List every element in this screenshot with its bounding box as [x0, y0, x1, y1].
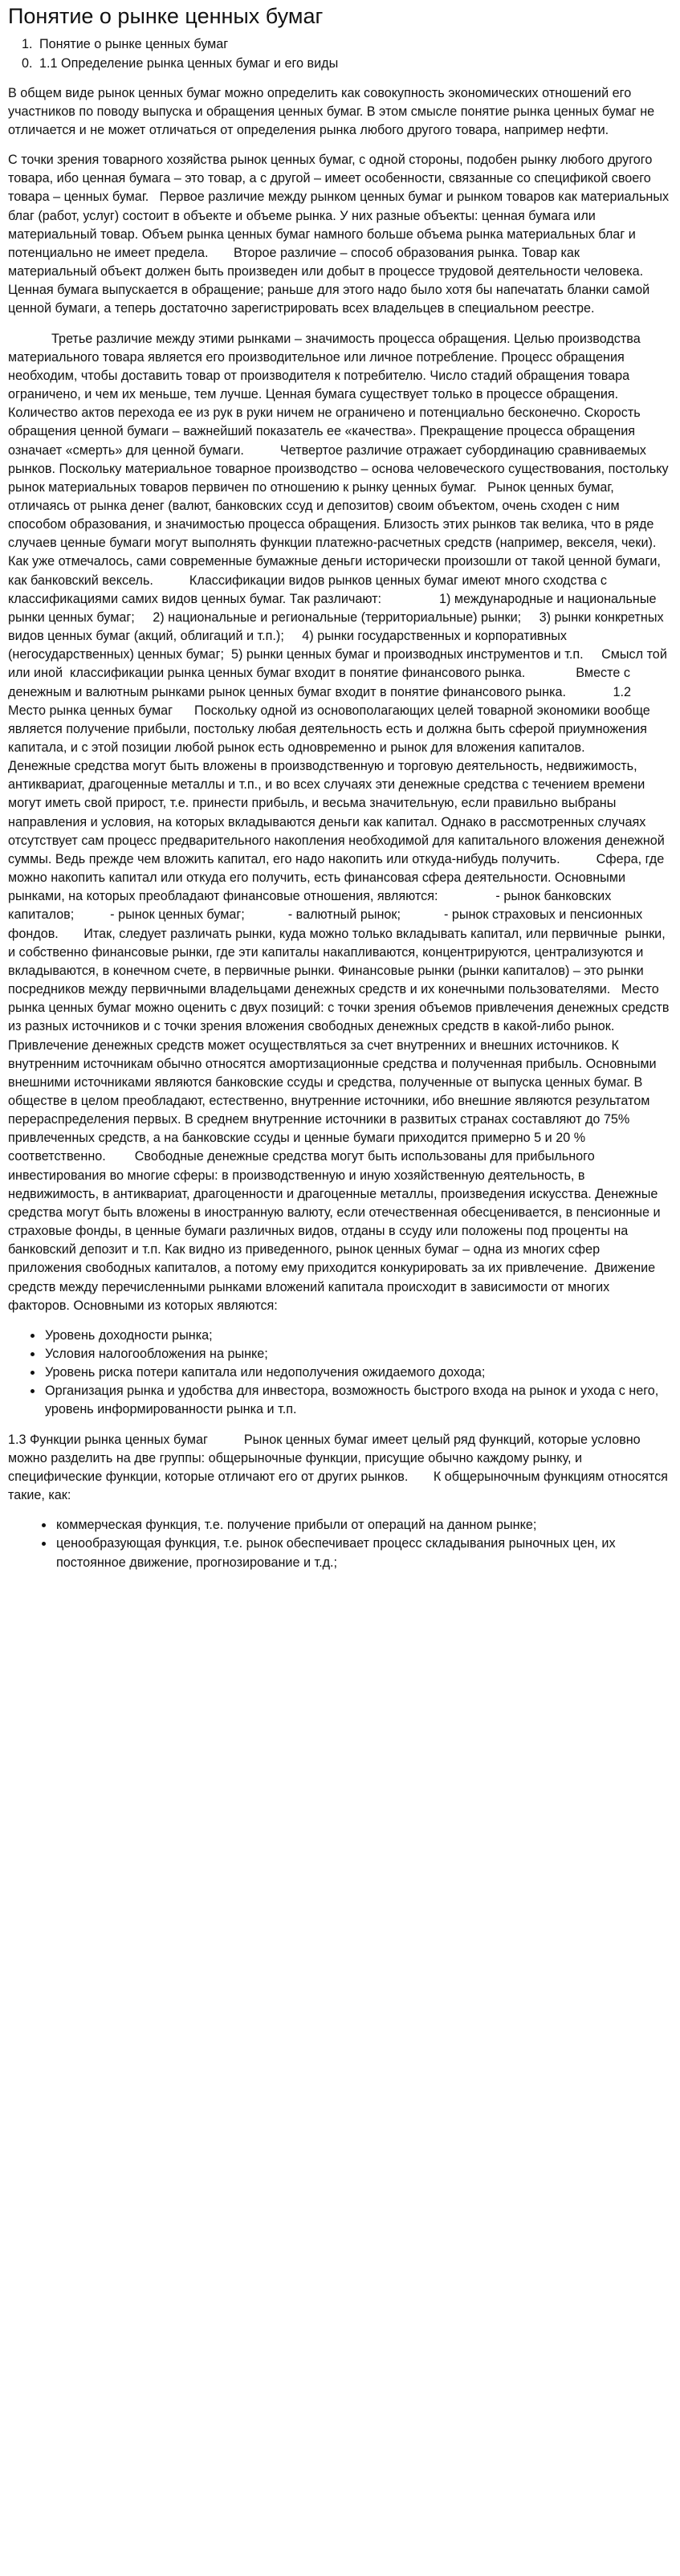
list-item: • Организация рынка и удобства для инвестора, возможность быстрого входа на рынок и ухода с него, уровень информированности рынка и т.п. [43, 1382, 672, 1419]
list-item: • ценообразующая функция, т.е. рынок обеспечивает процесс складывания рыночных цен, их постоянное движение, прогнозирование и т.д.; [55, 1535, 672, 1571]
page-title: Понятие о рынке ценных бумаг [8, 4, 324, 28]
list-item: • Уровень доходности рынка; [43, 1327, 672, 1345]
paragraph-functions: 1.3 Функции рынка ценных бумаг Рынок ценных бумаг имеет целый ряд функций, которые условно можно разделить на две группы: общерыночные функции, присущие обычно каждому рынку, и специфические функции, которые отличают его от других рынков. К общерыночным функциям относятся такие, как: [8, 1432, 672, 1503]
list-item: • Уровень риска потери капитала или недополучения ожидаемого дохода; [43, 1363, 672, 1382]
paragraph-intro: В общем виде рынок ценных бумаг можно определить как совокупность экономических отношений его участников по поводу выпуска и обращения ценных бумаг. В этом смысле понятие рынка ценных бумаг не отличается и не может отличаться от определения рынка любого другого товара, например нефти. [8, 85, 658, 138]
table-of-contents [8, 35, 672, 72]
toc-item-label: 1.1 Определение рынка ценных бумаг и его виды [39, 55, 339, 71]
factors-list [8, 1327, 672, 1420]
functions-list [8, 1516, 672, 1571]
paragraph-differences: С точки зрения товарного хозяйства рынок ценных бумаг, с одной стороны, подобен рынку любого другого товара, ибо ценная бумага – это товар, а с другой – имеет особенности, связанные со спецификой своего товара – ценных бумаг. Первое различие между рынком ценных бумаг и рынком товаров как материальных благ (работ, услуг) состоит в объекте и объеме рынка. У них разные объекты: ценная бумага или материальный товар. Объем рынка ценных бумаг намного больше объема рынка материальных благ и потенциально не имеет предела. Второе различие – способ образования рынка. Товар как материальный объект должен быть произведен или добыт в процессе трудовой деятельности человека. Ценная бумага выпускается в обращение; раньше для этого надо было хотя бы напечатать бланки самой ценной бумаги, а теперь достаточно зарегистрировать всех владельцев в специальном реестре. [8, 153, 673, 316]
list-item: • Условия налогообложения на рынке; [43, 1345, 672, 1363]
paragraph-main-body: Третье различие между этими рынками – значимость процесса обращения. Целью производства материального товара является его производительное или личное потребление. Процесс обращения необходим, чтобы доставить товар от производителя к потребителю. Число стадий обращения товара ограничено, и чем их меньше, тем лучше. Ценная бумага существует только в процессе обращения. Количество актов перехода ее из рук в руки ничем не ограничено и потенциально бесконечно. Скорость обращения ценной бумаги – важнейший показатель ее «качества». Прекращение процесса обращения означает «смерть» для ценной бумаги. Четвертое различие отражает субординацию сравниваемых рынков. Поскольку материальное товарное производство – основа человеческого существования, постольку рынок материальных товаров первичен по отношению к рынку ценных бумаг. Рынок ценных бумаг, отличаясь от рынка денег (валют, банковских ссуд и депозитов) своим объектом, очень сходен с ним способом образования, и значимостью процесса обращения. Близость этих рынков так велика, что в ряде случаев ценные бумаги могут выполнять функции платежно-расчетных средств (например, векселя, чеки). Как уже отмечалось, сами современные бумажные деньги исторически произошли от такой ценной бумаги, как банковский вексель. Классификации видов рынков ценных бумаг имеют много сходства с классификациями самих видов ценных бумаг. Так различают: 1) международные и национальные рынки ценных бумаг; 2) национальные и региональные (территориальные) рынки; 3) рынки конкретных видов ценных бумаг (акций, облигаций и т.п.); 4) рынки государственных и корпоративных (негосударственных) ценных бумаг; 5) рынки ценных бумаг и производных инструментов и т.п. Смысл той или иной классификации рынка ценных бумаг входит в понятие финансового рынка. Вместе с денежным и валютным рынками рынок ценных бумаг входит в понятие финансового рынка. 1.2 Место рынка ценных бумаг Поскольку одной из основополагающих целей товарной экономики вообще является получение прибыли, постольку любая деятельность есть и должна быть сферой приумножения капитала, и с этой позиции любой рынок есть одновременно и рынок для вложения капиталов. Денежные средства могут быть вложены в производственную и торговую деятельность, недвижимость, антиквариат, драгоценные металлы и т.п., и во всех случаях эти денежные средства с течением времени могут иметь свой прирост, т.е. принести прибыль, и весьма значительную, если правильно выбраны направления и условия, на которых вкладываются деньги как капитал. Однако в рассмотренных случаях отсутствует сам процесс предварительного накопления необходимой для капитального вложения денежной суммы. Ведь прежде чем вложить капитал, его надо накопить или откуда-нибудь получить. Сфера, где можно накопить капитал или откуда его получить, есть финансовая сфера деятельности. Основными рынками, на которых преобладают финансовые отношения, являются: - рынок банковских капиталов; - рынок ценных бумаг; - валютный рынок; - рынок страховых и пенсионных фондов. Итак, следует различать рынки, куда можно только вкладывать капитал, или первичные рынки, и собственно финансовые рынки, где эти капиталы накапливаются, концентрируются, централизуются и вкладываются, в конечном счете, в первичные рынки. Финансовые рынки (рынки капиталов) – это рынки посредников между первичными владельцами денежных средств и их конечными пользователями. Место рынка ценных бумаг можно оценить с двух позиций: с точки зрения объемов привлечения денежных средств из разных источников и с точки зрения вложения свободных денежных средств в какой-либо рынок. Привлечение денежных средств может осуществляться за счет внутренних и внешних источников. К внутренним источникам обычно относятся амортизационные средства и полученная прибыль. Основными внешними источниками являются банковские ссуды и средства, полученные от выпуска ценных бумаг. В обществе в целом преобладают, естественно, внутренние источники, ибо внешние являются результатом перераспределения первых. В среднем внутренние источники в развитых странах составляют до 75% привлеченных средств, а на банковские ссуды и ценные бумаги приходится примерно 5 и 20 % соответственно. Свободные денежные средства могут быть использованы для прибыльного инвестирования во многие сферы: в производственную и иную хозяйственную деятельность, в недвижимость, в антиквариат, драгоценности и драгоценные металлы, произведения искусства. Денежные средства могут быть вложены в иностранную валюту, если отечественная обесценивается, в пенсионные и страховые фонды, в ценные бумаги различных видов, отданы в ссуду или положены под проценты на банковский депозит и т.п. Как видно из приведенного, рынок ценных бумаг – одна из многих сфер приложения свободных капиталов, а потому ему приходится конкурировать за их привлечение. Движение средств между перечисленными рынками вложений капитала происходит в зависимости от многих факторов. Основными из которых являются: [8, 331, 673, 1313]
toc-item [36, 35, 672, 54]
toc-item-label: Понятие о рынке ценных бумаг [39, 37, 229, 52]
list-item: • коммерческая функция, т.е. получение прибыли от операций на данном рынке; [55, 1516, 672, 1535]
toc-item [36, 55, 672, 73]
